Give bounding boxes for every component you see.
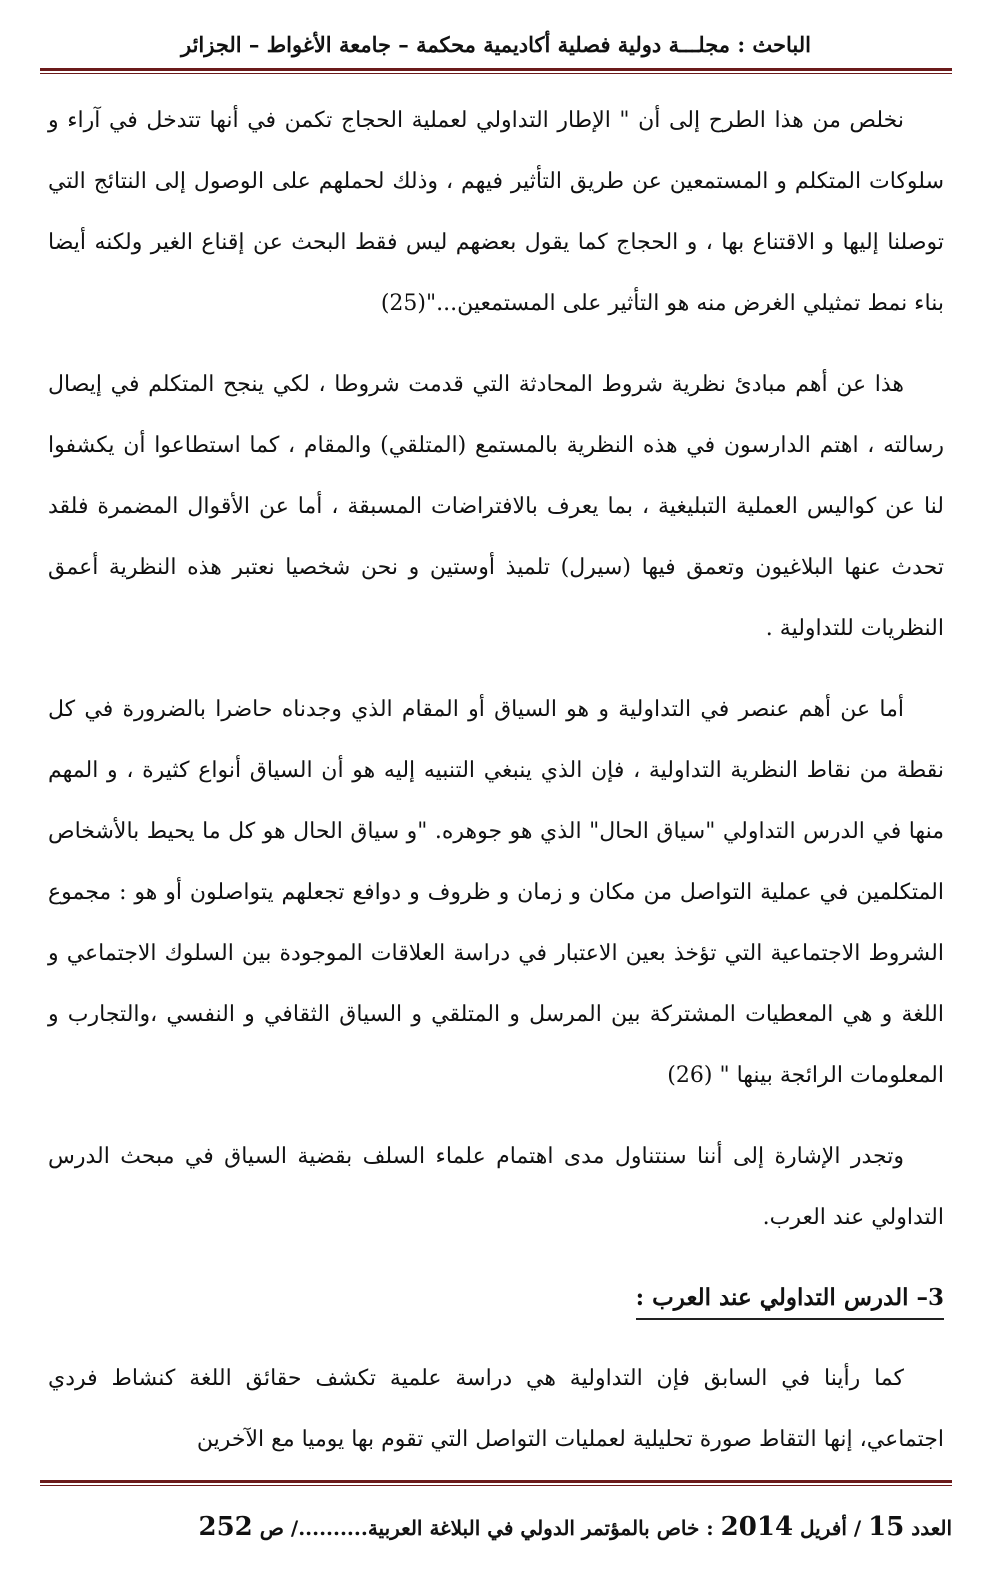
paragraph-5: كما رأينا في السابق فإن التداولية هي دراسة علمية تكشف حقائق اللغة كنشاط فردي اجتماعي، إنها التقاط صورة تحليلية لعمليات التواصل التي تقوم بها يوميا مع الآخرين [48,1366,944,1452]
footer-divider [40,1480,952,1486]
separator: / [853,1516,862,1540]
issue-month: أفريل [800,1516,847,1540]
header-divider [40,68,952,74]
issue-label: العدد [911,1516,952,1540]
page-label: ص [259,1516,284,1540]
paragraph-1: نخلص من هذا الطرح إلى أن " الإطار التداولي لعملية الحجاج تكمن في أنها تتدخل في آراء و سلوكات المتكلم و المستمعين عن طريق التأثير فيهم ، وذلك لحملهم على الوصول إلى النتائج التي توصلنا إليها و الاقتناع بها ، و الحجاج كما يقول بعضهم ليس فقط البحث عن إقناع الغير ولكنه أيضا بناء نمط تمثيلي الغرض منه هو التأثير على المستمعين..."(25) [48,108,945,316]
special-issue-note: : خاص بالمؤتمر الدولي في البلاغة العربية........../ [290,1516,714,1540]
paragraph-3: أما عن أهم عنصر في التداولية و هو السياق أو المقام الذي وجدناه حاضرا بالضرورة في كل نقطة من نقاط النظرية التداولية ، فإن الذي ينبغي التنبيه إليه هو أن السياق أنواع كثيرة ، و المهم منها في الدرس التداولي "سياق الحال" الذي هو جوهره. "و سياق الحال هو كل ما يحيط بالأشخاص المتكلمين في عملية التواصل من مكان و زمان و ظروف و دوافع تجعلهم يتواصلون أو هو : مجموع الشروط الاجتماعية التي تؤخذ بعين الاعتبار في دراسة العلاقات الموجودة بين السلوك الاجتماعي و اللغة و هي المعطيات المشتركة بين المرسل و المتلقي و السياق الثقافي و النفسي ،والتجارب و المعلومات الرائجة بينها " (26) [48,697,944,1088]
paragraph-2: هذا عن أهم مبادئ نظرية شروط المحادثة التي قدمت شروطا ، لكي ينجح المتكلم في إيصال رسالته ، اهتم الدارسون في هذه النظرية بالمستمع (المتلقي) والمقام ، كما استطاعوا أن يكشفوا لنا عن كواليس العملية التبليغية ، بما يعرف بالافتراضات المسبقة ، أما عن الأقوال المضمرة فلقد تحدث عنها البلاغيون وتعمق فيها (سيرل) تلميذ أوستين و نحن شخصيا نعتبر هذه النظرية أعمق النظريات للتداولية . [48,372,944,641]
journal-title: الباحث : مجلـــة دولية فصلية أكاديمية محكمة – جامعة الأغواط – الجزائر [180,32,812,57]
page-footer [60,1502,952,1552]
section-heading: 3– الدرس التداولي عند العرب : [636,1278,944,1320]
paragraph-4: وتجدر الإشارة إلى أننا سنتناول مدى اهتمام علماء السلف بقضية السياق في مبحث الدرس التداولي عند العرب. [48,1144,944,1230]
section-heading-wrap [48,1268,944,1348]
page-header [40,22,952,68]
issue-number: 15 [868,1512,905,1542]
issue-year: 2014 [720,1512,794,1542]
page-number: 252 [198,1512,253,1542]
article-body [48,90,944,1490]
